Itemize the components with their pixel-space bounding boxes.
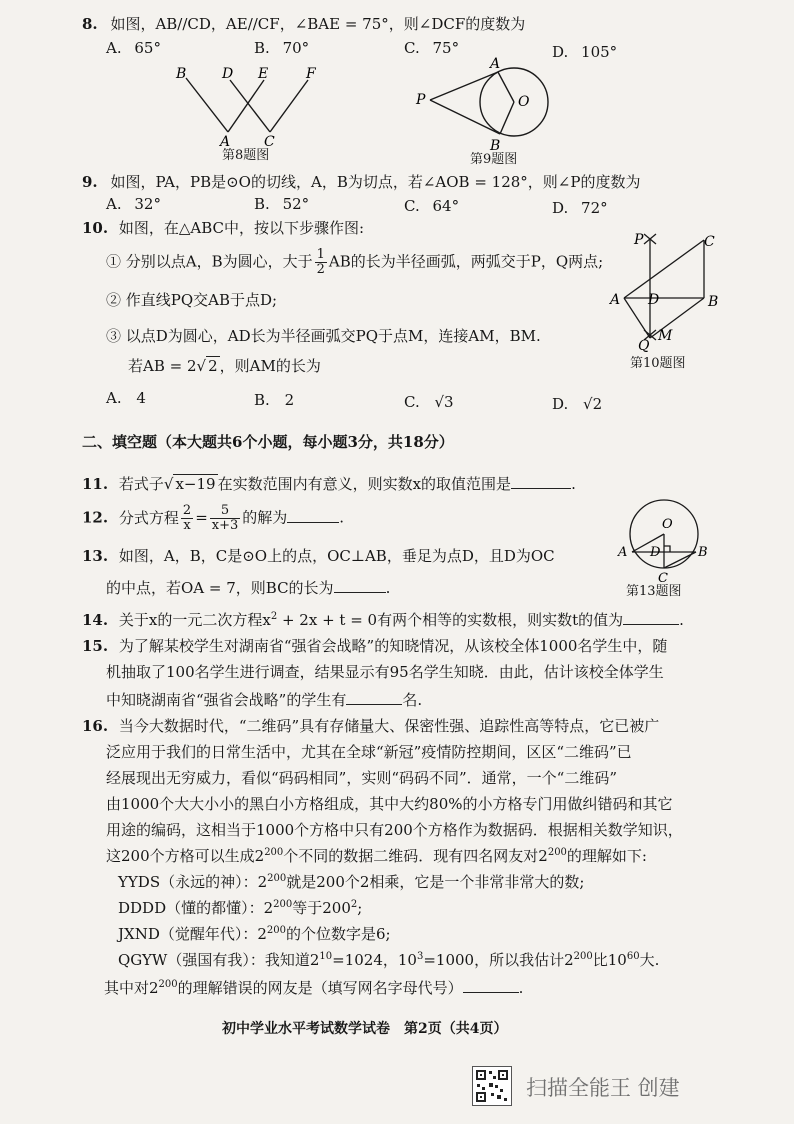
q10-option-b: B. 2 [254,391,295,409]
q16-line-3: 经展现出无穷威力，看似“码码相同”，实则“码码不同”．通常，一个“二维码” [106,769,618,787]
fig8-label-a: A [220,134,231,150]
section-2-title: 二、填空题（本大题共6个小题，每小题3分，共18分） [82,433,454,451]
fig13-label-o: O [662,517,673,532]
q14-number: 14. [82,611,109,629]
q14-answer-blank[interactable] [623,608,679,625]
fig8-label-f: F [306,66,316,82]
fig13-label-d: D [650,545,661,560]
q10-step3: ③ 以点D为圆心，AD长为半径画弧交PQ于点M，连接AM，BM. [106,327,541,345]
q16-line-1: 16. 当今大数据时代，“二维码”具有存储量大、保密性强、追踪性高等特点，它已被广 [82,717,660,735]
q16-line-6: 这200个方格可以生成$2^{200}$个不同的数据二维码．现有四名网友对$2^{200}$的理解如下: [106,847,647,865]
q10-option-a: A. 4 [106,389,146,407]
page-footer: 初中学业水平考试数学试卷 第2页（共4页） [222,1021,508,1037]
q10-condition: 若AB = 2√ 2 ，则AM的长为 [128,357,321,375]
segment-bc [664,552,696,568]
radius-oa [498,72,514,102]
q8-option-b: B. 70° [254,39,310,57]
q15-line-2: 机抽取了100名学生进行调查，结果显示有95名学生知晓．由此，估计该校全体学生 [106,663,664,681]
fig9-caption: 第9题图 [470,152,518,167]
fig13-caption: 第13题图 [626,584,682,599]
q10-option-d: D. √2 [552,395,603,413]
q12-rhs-fraction: $\frac{5}{x+3}$ [211,503,239,533]
q10-step1: ① 分别以点A，B为圆心，大于 $\frac{1}{2}$ AB的长为半径画弧，两弧交于P，Q两点; [106,247,604,277]
q8-option-a: A. 65° [106,39,161,57]
fig10-label-a: A [610,292,621,308]
q13-line-1: 13. 如图，A，B，C是⊙O上的点，OC⊥AB，垂足为点D，且D为OC [82,547,555,565]
tangent-pb [430,100,500,134]
q13-number: 13. [82,547,109,565]
q8-stem: 如图，AB//CD，AE//CF，∠BAE = 75°，则∠DCF的度数为 [110,15,526,33]
q16-number: 16. [82,717,109,735]
fig8-label-c: C [264,134,275,150]
q12-line: 12. 分式方程 $\frac{2}{x}$ = $\frac{5}{x+3}$ 的解为 . [82,503,345,533]
q10-step2: ② 作直线PQ交AB于点D; [106,291,278,309]
figure-13 [612,494,712,594]
qr-code-graphic [473,1067,511,1105]
figure-10 [604,226,734,356]
q12-answer-blank[interactable] [287,506,339,523]
line-cd [230,80,270,132]
q16-qgyw: QGYW（强国有我）：我知道$2^{10}=1024$，$10^3=1000$，所以我估计$2^{200}$比$10^{60}$大. [118,951,660,969]
fig13-label-a: A [618,545,628,560]
q15-number: 15. [82,637,109,655]
fig9-label-b: B [490,138,501,154]
fig13-label-c: C [658,571,668,586]
q11-line: 11. 若式子√ x−19 在实数范围内有意义，则实数x的取值范围是 . [82,472,576,494]
fig8-label-e: E [258,66,269,82]
q10-option-c: C. √3 [404,393,454,411]
q8-option-d: D. 105° [552,43,618,61]
fig9-label-p: P [416,92,426,108]
q11-number: 11. [82,475,109,493]
q10-number: 10. [82,219,109,237]
line-ae [228,80,264,132]
q16-dddd: DDDD（懂的都懂）：$2^{200}$等于$200^2$; [118,899,363,917]
fig10-label-b: B [708,294,719,310]
q16-line-4: 由1000个大大小小的黑白小方格组成，其中大约80%的小方格专门用做纠错码和其它 [106,795,673,813]
q9-option-a: A. 32° [106,195,161,213]
q9-option-c: C. 64° [404,197,460,215]
fig13-label-b: B [698,545,708,560]
q12-number: 12. [82,508,109,527]
fig9-label-o: O [518,94,530,110]
q8-stem-line [82,14,525,34]
fig8-caption: 第8题图 [222,148,270,163]
q11-radicand: x−19 [175,475,216,493]
radius-ob [500,102,514,134]
q16-yyds: YYDS（永远的神）：$2^{200}$就是200个2相乘，它是一个非常非常大的数; [118,873,585,891]
q15-line-3: 中知晓湖南省“强省会战略”的学生有 名. [106,688,422,710]
q12-lhs-fraction: $\frac{2}{x}$ [182,503,192,533]
fig10-label-q: Q [638,338,650,354]
fig10-label-d: D [648,292,660,308]
q9-option-d: D. 72° [552,199,608,217]
fig9-label-a: A [490,56,501,72]
watermark-text: 扫描全能王 创建 [526,1076,680,1100]
line-cf [270,80,308,132]
fig10-label-p: P [634,232,644,248]
figure-9 [410,56,570,160]
fig8-label-d: D [222,66,234,82]
qr-code-icon [472,1066,512,1106]
segment-ac [624,240,704,298]
q16-line-5: 用途的编码，这相当于1000个方格中只有200个方格作为数据码．根据相关数学知识， [106,821,683,839]
q10-stem-line [82,218,364,238]
q16-line-2: 泛应用于我们的日常生活中，尤其在全球“新冠”疫情防控期间，区区“二维码”已 [106,743,632,761]
q15-line-1: 15. 为了解某校学生对湖南省“强省会战略”的知晓情况，从该校全体1000名学生中，随 [82,637,668,655]
q16-question: 其中对$2^{200}$的理解错误的网友是（填写网名字母代号） . [104,976,523,998]
q8-option-c: C. 75° [404,39,460,57]
q9-number: 9. [82,173,98,191]
q9-stem-line [82,172,640,192]
line-ab [186,78,228,132]
tangent-pa [430,72,498,100]
fraction-one-half: $\frac{1}{2}$ [316,247,325,277]
q14-line: 14. 关于x的一元二次方程$x^2 + 2x + t = 0$有两个相等的实数根，则实数t的值为 . [82,608,684,630]
q15-answer-blank[interactable] [346,688,402,705]
fig8-label-b: B [176,66,187,82]
right-angle-mark [664,546,670,552]
q13-line-2: 的中点，若OA = 7，则BC的长为 . [106,576,390,598]
q9-option-b: B. 52° [254,195,310,213]
q10-stem: 如图，在△ABC中，按以下步骤作图: [118,219,365,237]
q8-number: 8. [82,15,98,33]
fig10-label-m: M [658,328,673,344]
fig10-caption: 第10题图 [630,356,686,371]
q11-answer-blank[interactable] [511,472,571,489]
q16-answer-blank[interactable] [463,976,519,993]
fig10-label-c: C [704,234,715,250]
q13-answer-blank[interactable] [334,576,386,593]
q16-jxnd: JXND（觉醒年代）：$2^{200}$的个位数字是6; [118,925,391,943]
q9-stem: 如图，PA，PB是⊙O的切线，A，B为切点，若∠AOB = 128°，则∠P的度数为 [110,173,641,191]
